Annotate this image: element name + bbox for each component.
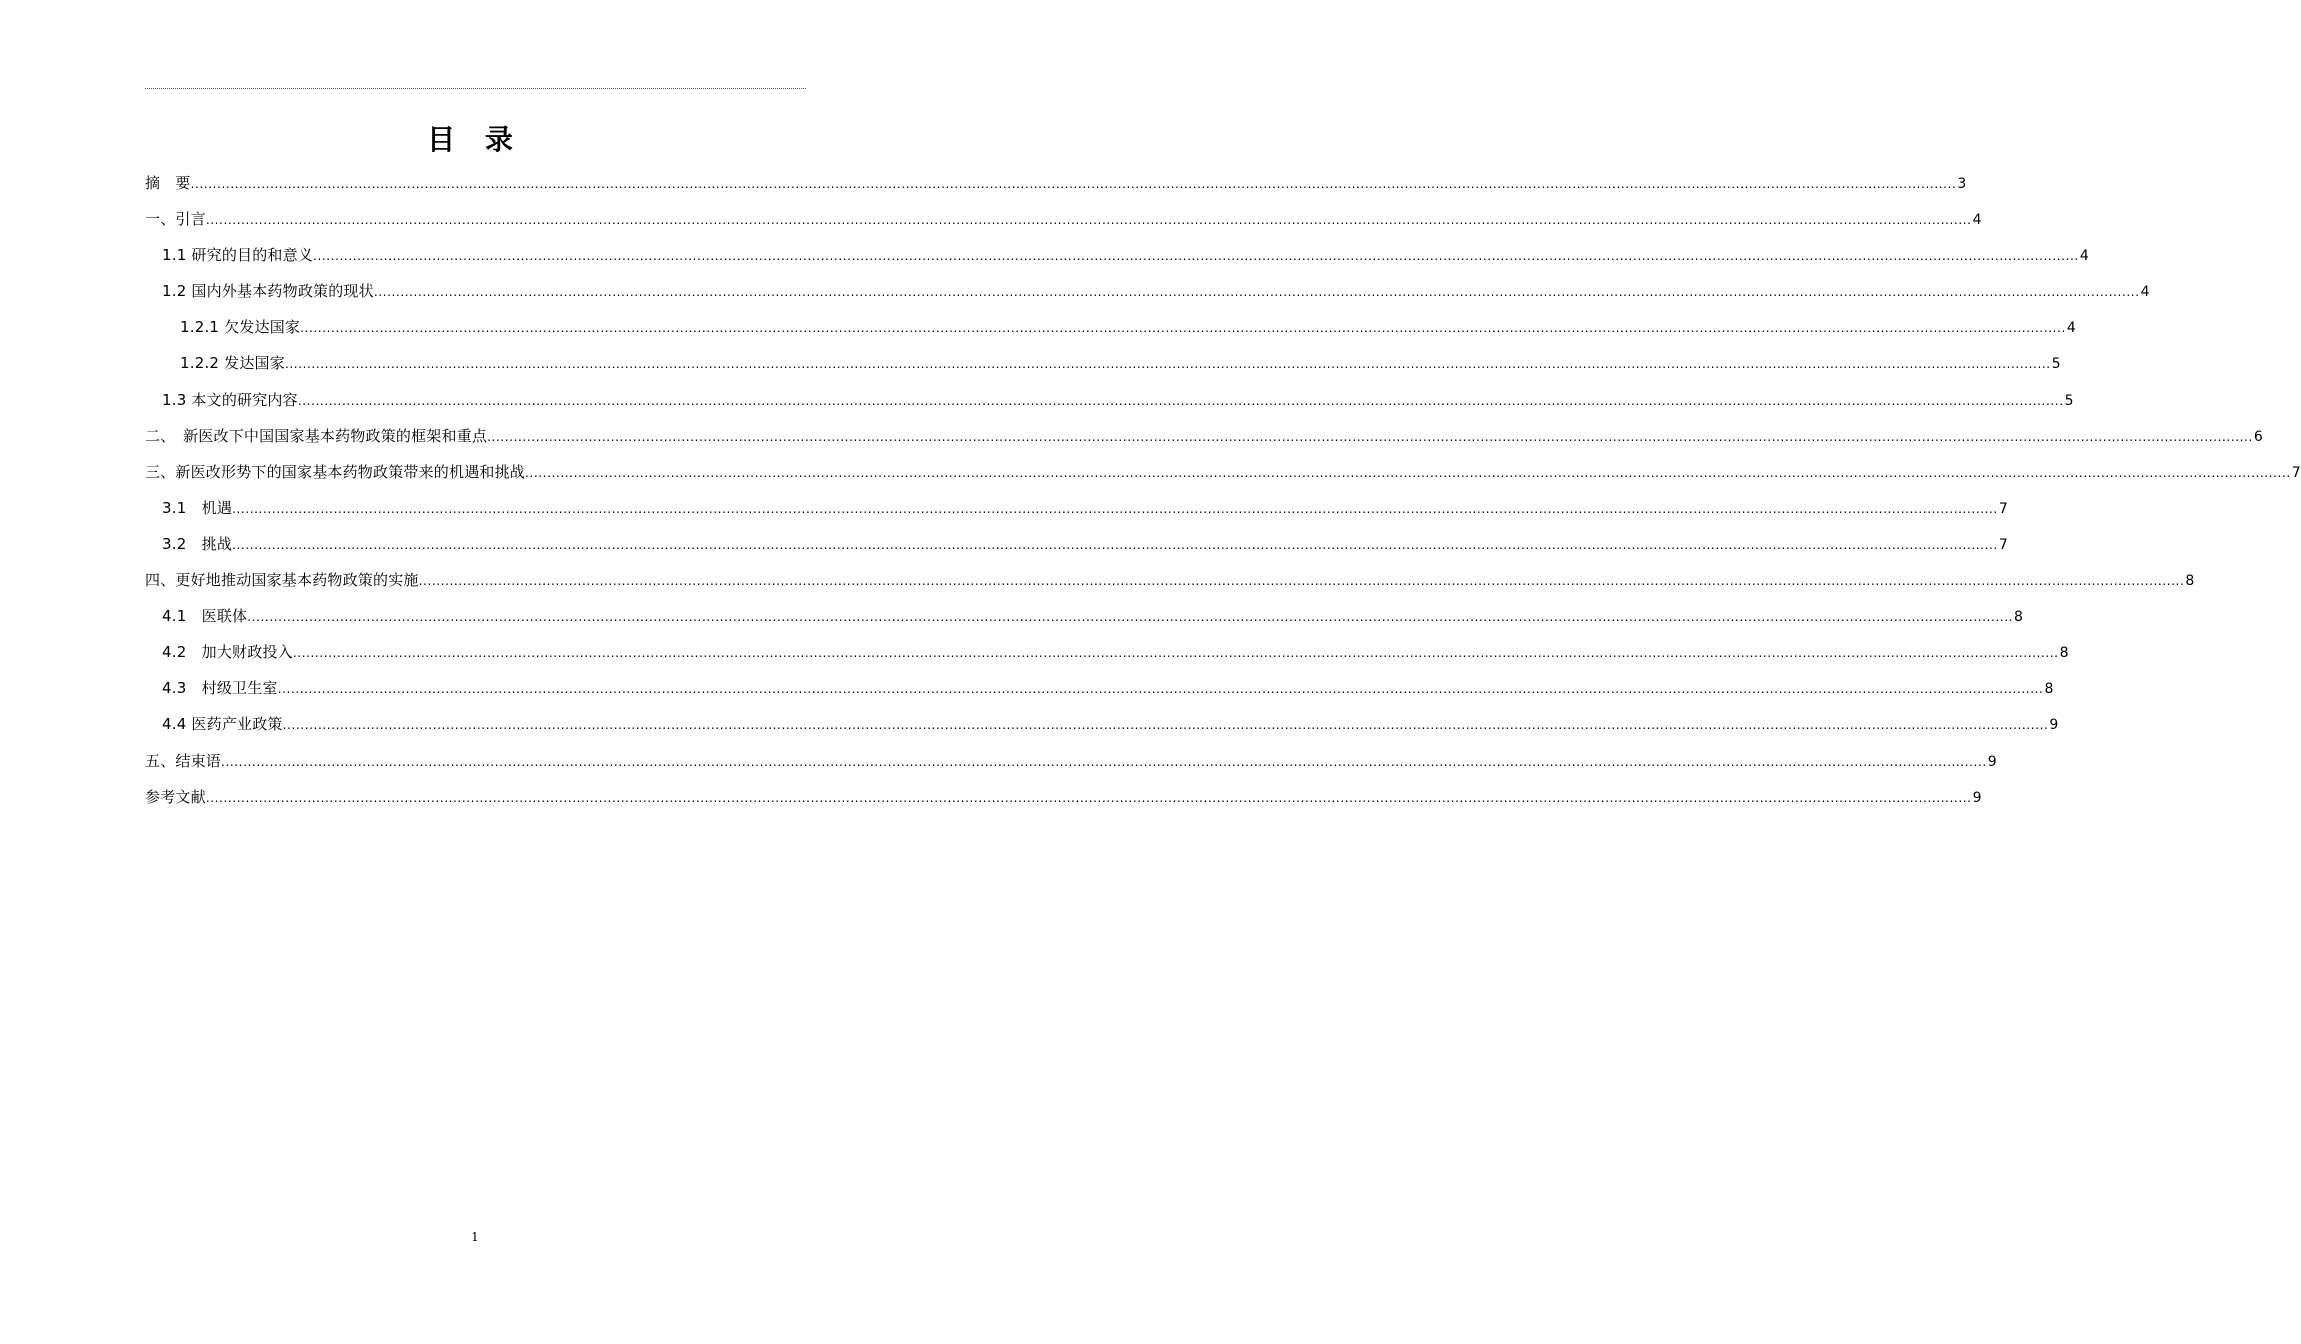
toc-entry[interactable] [145, 706, 2059, 742]
toc-leader-dots: ................................................................................................................................................................................................................................................................................................................................................................................................................ [232, 537, 1998, 552]
toc-leader-dots: ................................................................................................................................................................................................................................................................................................................................................................................................................ [373, 285, 2140, 300]
page-number: 1 [471, 1230, 479, 1244]
toc-leader-dots: ................................................................................................................................................................................................................................................................................................................................................................................................................ [418, 574, 2185, 589]
toc-entry-label: 二、 新医改下中国国家基本药物政策的框架和重点 [145, 426, 488, 445]
toc-entry[interactable] [145, 598, 2023, 634]
toc-entry-label: 3.1 机遇 [162, 498, 233, 517]
header-rule [145, 88, 806, 89]
toc-entry-page: 7 [1998, 536, 2008, 553]
toc-entry-label: 4.4 医药产业政策 [162, 715, 283, 734]
toc-entry-label: 1.2 国内外基本药物政策的现状 [162, 282, 374, 301]
toc-entry-page: 9 [1972, 789, 1982, 806]
toc-entry[interactable] [145, 454, 2301, 490]
toc-entry-page: 5 [2051, 356, 2061, 373]
toc-entry[interactable] [145, 743, 1997, 779]
toc-leader-dots: ................................................................................................................................................................................................................................................................................................................................................................................................................ [247, 610, 2014, 625]
toc-entry-label: 摘 要 [145, 174, 191, 192]
toc-entry-page: 4 [1972, 212, 1982, 229]
toc-entry-page: 3 [1957, 176, 1967, 192]
toc-entry[interactable] [145, 165, 1967, 201]
toc-entry[interactable] [145, 237, 2089, 273]
toc-entry-label: 4.2 加大财政投入 [162, 643, 293, 662]
toc-leader-dots: ................................................................................................................................................................................................................................................................................................................................................................................................................ [282, 718, 2049, 733]
toc-entry-label: 1.3 本文的研究内容 [162, 390, 298, 409]
toc-entry[interactable] [145, 345, 2061, 381]
toc-entry[interactable] [145, 201, 1982, 237]
toc-leader-dots: ................................................................................................................................................................................................................................................................................................................................................................................................................ [277, 682, 2044, 697]
toc-entry-page: 4 [2140, 284, 2150, 301]
table-of-contents [145, 165, 2301, 815]
toc-leader-dots: ................................................................................................................................................................................................................................................................................................................................................................................................................ [525, 465, 2291, 480]
toc-entry[interactable] [145, 490, 2008, 526]
toc-entry-page: 7 [2291, 464, 2301, 481]
toc-leader-dots: ................................................................................................................................................................................................................................................................................................................................................................................................................ [300, 321, 2066, 336]
toc-leader-dots: ................................................................................................................................................................................................................................................................................................................................................................................................................ [292, 646, 2059, 661]
toc-entry-page: 8 [2014, 609, 2023, 626]
toc-entry-page: 9 [2049, 717, 2059, 734]
toc-leader-dots: ................................................................................................................................................................................................................................................................................................................................................................................................................ [284, 357, 2051, 372]
toc-entry-page: 4 [2079, 248, 2089, 265]
toc-entry-label: 4.3 村级卫生室 [162, 679, 278, 698]
toc-entry-page: 7 [1998, 500, 2008, 517]
toc-entry-page: 8 [2185, 573, 2195, 590]
toc-leader-dots: ................................................................................................................................................................................................................................................................................................................................................................................................................ [221, 754, 1987, 769]
toc-entry-page: 8 [2044, 681, 2054, 698]
toc-entry[interactable] [145, 562, 2195, 598]
toc-leader-dots: ................................................................................................................................................................................................................................................................................................................................................................................................................ [487, 429, 2253, 444]
toc-leader-dots: ................................................................................................................................................................................................................................................................................................................................................................................................................ [205, 790, 1972, 805]
toc-leader-dots: ................................................................................................................................................................................................................................................................................................................................................................................................................ [232, 501, 1998, 516]
toc-entry-label: 五、结束语 [145, 751, 222, 770]
toc-leader-dots: ................................................................................................................................................................................................................................................................................................................................................................................................................ [205, 213, 1972, 228]
toc-entry-label: 三、新医改形势下的国家基本药物政策带来的机遇和挑战 [145, 462, 526, 481]
page-title: 目 录 [427, 123, 523, 156]
toc-entry[interactable] [145, 309, 2076, 345]
toc-entry-label: 1.1 研究的目的和意义 [162, 246, 314, 265]
toc-leader-dots: ................................................................................................................................................................................................................................................................................................................................................................................................................ [313, 249, 2079, 264]
toc-leader-dots: ................................................................................................................................................................................................................................................................................................................................................................................................................ [297, 393, 2064, 408]
toc-entry-label: 4.1 医联体 [162, 607, 248, 626]
toc-entry[interactable] [145, 670, 2054, 706]
toc-entry-page: 8 [2059, 645, 2069, 662]
toc-entry-page: 6 [2253, 428, 2263, 445]
toc-entry-label: 3.2 挑战 [162, 534, 233, 553]
toc-entry[interactable] [145, 418, 2263, 454]
toc-entry-page: 5 [2064, 392, 2074, 409]
toc-entry-label: 参考文献 [145, 787, 206, 806]
toc-entry-label: 四、更好地推动国家基本药物政策的实施 [145, 571, 419, 590]
toc-entry-label: 1.2.1 欠发达国家 [180, 318, 301, 337]
toc-entry-page: 9 [1987, 753, 1997, 770]
toc-entry[interactable] [145, 634, 2069, 670]
toc-entry[interactable] [145, 273, 2150, 309]
toc-entry-label: 一、引言 [145, 210, 206, 229]
toc-entry[interactable] [145, 779, 1982, 815]
toc-leader-dots: ................................................................................................................................................................................................................................................................................................................................................................................................................ [190, 177, 1957, 191]
toc-entry[interactable] [145, 526, 2008, 562]
toc-entry-page: 4 [2066, 320, 2076, 337]
toc-entry-label: 1.2.2 发达国家 [180, 354, 285, 373]
toc-entry[interactable] [145, 382, 2074, 418]
